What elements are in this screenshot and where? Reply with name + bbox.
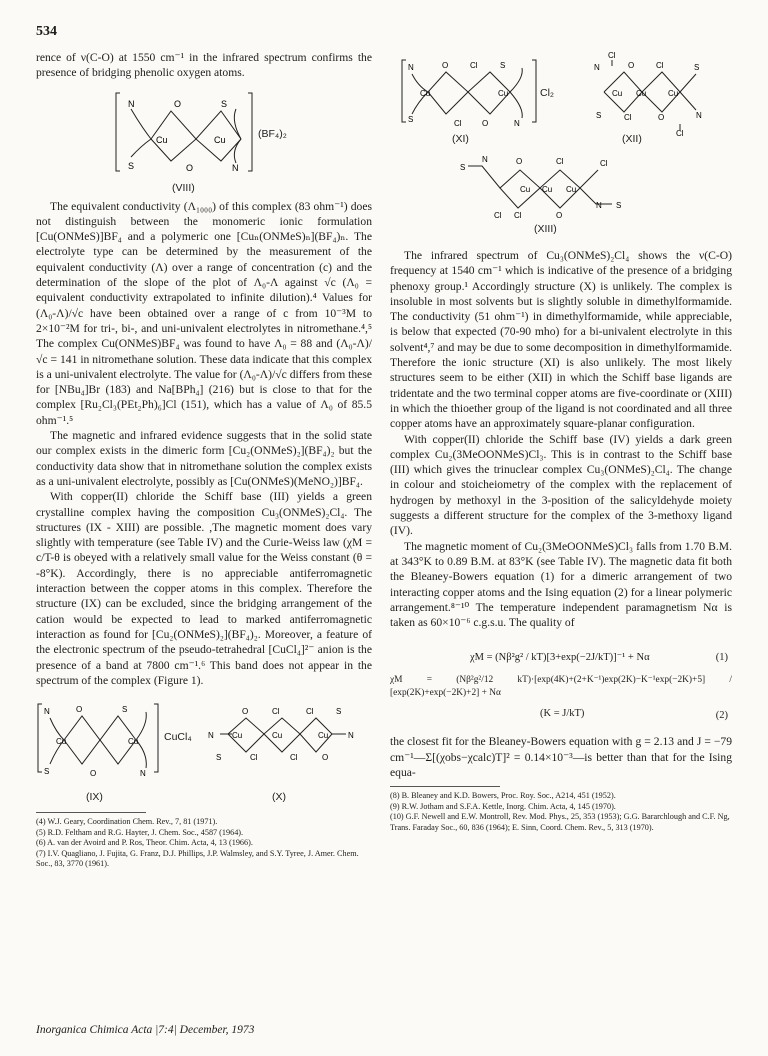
atom-cu: Cu (156, 134, 168, 145)
svg-text:O: O (628, 61, 635, 70)
left-paragraph-1: The equivalent conductivity (Λ₁₀₀₀) of this complex (83 ohm⁻¹) does not distinguish between the monomeric ionic formulation [Cu(ONMeS)]BF₄ and a polymeric one [Cuₙ(ONMeS)ₙ](BF₄)ₙ. The electrolyte type can be determined by the measurement of the equivalent conductivity (Λ) over a range of concentration (c) and the determination of the slope of the plot of Λ₀-Λ against √c (Λ₀ = equivalent conductivity extrapolated to infinite dilution).⁴ Values for (Λ₀-Λ)/√c have been obtained over a range of c from 10⁻³M to 2×10⁻²M for tri-, bi-, and uni-univalent electrolytes in nitromethane.⁴,⁵ The complex Cu(ONMeS)BF₄ was found to have Λ₀ = 88 and (Λ₀-Λ)/√c = 141 in nitromethane solution. These data indicate that this complex is a uni-univalent electrolyte. The value for (Λ₀-Λ)/√c differs from these for [NBu₄]Br (183) and Na[BPh₄] (216) but is close to that for the complex [Ru₂Cl₃(PEt₂Ph)₆]Cl (151), which has a value of Λ₀ of 85.5 ohm⁻¹.⁵ (36, 199, 372, 427)
left-paragraph-0: rence of ν(C-O) at 1550 cm⁻¹ in the infrared spectrum confirms the presence of bridging phenolic oxygen atoms. (36, 51, 372, 80)
structure-viii-drawing (36, 81, 372, 199)
svg-text:O: O (516, 157, 523, 166)
structures-ix-x (36, 694, 372, 806)
svg-text:Cl: Cl (600, 159, 608, 168)
page-number: 534 (36, 24, 57, 39)
svg-text:O: O (482, 119, 489, 128)
structure-xiii (390, 148, 732, 238)
svg-text:S: S (216, 753, 222, 763)
svg-text:Cu: Cu (668, 89, 679, 98)
footnote-rule (390, 786, 500, 787)
equation-2-body: χM = (Nβ²g²/12 kT)·[exp(4K)+(2+K⁻¹)exp(2K)−K⁻¹exp(−2K)+5] / [exp(2K)+exp(−2K)+2] + Nα (390, 675, 732, 699)
equation-2 (390, 670, 732, 730)
svg-text:Cu: Cu (272, 731, 283, 741)
reference: (4) W.J. Geary, Coordination Chem. Rev., 7, 81 (1971). (36, 817, 218, 827)
svg-text:O: O (90, 769, 97, 779)
svg-text:Cu: Cu (420, 89, 431, 98)
svg-text:N: N (596, 201, 602, 210)
fig9-counterion: CuCl₄ (164, 731, 192, 744)
right-paragraph-4: the closest fit for the Bleaney-Bowers equation with g = 2.13 and J = −79 cm⁻¹—Σ[(χobs−χcalc)T]² = 0.14×10⁻³—is better than that for the Ising equa- (390, 735, 732, 780)
left-paragraph-2: The magnetic and infrared evidence suggests that in the solid state our complex exists in the dimeric form [Cu₂(ONMeS)₂](BF₄)₂ but the conductivity data show that in nitromethane solution the complex exists as a uni-univalent electrolyte, possibly as [Cu(ONMeS)(MeNO₂)]BF₄. (36, 429, 372, 488)
svg-text:S: S (694, 63, 700, 72)
svg-text:Cl: Cl (272, 707, 280, 717)
svg-text:Cu: Cu (232, 731, 243, 741)
right-paragraph-1: The infrared spectrum of Cu₃(ONMeS)₂Cl₄ shows the ν(C-O) frequency at 1540 cm⁻¹ which is indicative of the presence of a bridging phenoxy group.¹ Accordingly structure (X) is unlikely. The complex is insoluble in most solvents but is slightly soluble in dimethylformamide. The conductivity (51 ohm⁻¹) in dimethylformamide, while appreciable, is below that expected (70-90 mho) for a bi-univalent electrolyte in this solvent⁴,⁷ and may be due to some decomposition in dimethylformamide. Therefore the ionic structure (XI) is also unlikely. The most likely structures seem to be either (XII) in which the Schiff base ligands are tridentate and the two terminal copper atoms are five-coordinate or (XIII) in which the thioether group of the ligand is not coordinated and all three copper atoms have an approximately square-planar configuration. (390, 249, 732, 431)
reference: (9) R.W. Jotham and S.F.A. Kettle, Inorg. Chim. Acta, 4, 145 (1970). (390, 801, 616, 811)
svg-text:S: S (616, 201, 622, 210)
equation-1-number: (1) (715, 652, 728, 664)
right-column (390, 48, 732, 833)
left-references (36, 817, 372, 870)
fig11-counterion: Cl₂ (540, 87, 554, 99)
svg-text:O: O (242, 707, 249, 717)
reference: (8) B. Bleaney and K.D. Bowers, Proc. Roy. Soc., A214, 451 (1952). (390, 791, 616, 801)
svg-text:Cu: Cu (520, 185, 531, 194)
svg-text:N: N (408, 63, 414, 72)
svg-text:Cu: Cu (318, 731, 329, 741)
svg-text:S: S (500, 61, 506, 70)
svg-text:O: O (442, 61, 449, 70)
structures-xi-xii (390, 48, 732, 148)
svg-text:Cu: Cu (542, 185, 553, 194)
svg-text:Cl: Cl (514, 211, 522, 220)
atom-n: N (128, 98, 135, 109)
fig10-label: (X) (272, 791, 286, 804)
svg-text:Cl: Cl (556, 157, 564, 166)
fig8-label: (VIII) (172, 181, 195, 194)
reference: (5) R.D. Feltham and R.G. Hayter, J. Chem. Soc., 4587 (1964). (36, 827, 244, 837)
svg-text:Cl: Cl (290, 753, 298, 763)
svg-text:S: S (596, 111, 602, 120)
right-references (390, 791, 732, 833)
svg-text:N: N (594, 63, 600, 72)
atom-o: O (174, 98, 182, 109)
svg-text:N: N (482, 155, 488, 164)
svg-text:Cu: Cu (636, 89, 647, 98)
atom-n: N (232, 162, 239, 173)
equation-2-number: (2) (715, 710, 728, 722)
svg-text:O: O (322, 753, 329, 763)
svg-text:N: N (514, 119, 520, 128)
reference: (10) G.F. Newell and E.W. Montroll, Rev. Mod. Phys., 25, 353 (1953); G.G. Bararchlough and C.F. Ng, Trans. Faraday Soc., 60, 836 (1964); E. Sinn, Coord. Chem. Rev., 5, 313 (1970). (390, 812, 730, 832)
svg-text:Cl: Cl (470, 61, 478, 70)
structure-viii (36, 81, 372, 199)
svg-text:S: S (460, 163, 466, 172)
right-paragraph-3: The magnetic moment of Cu₂(3MeOONMeS)Cl₃ falls from 1.70 B.M. at 343°K to 0.89 B.M. at 83°K (see Table IV). The magnetic data fit both the Bleaney-Bowers equation (1) for a dimeric arrangement of two interacting copper atoms and the Ising equation (2) for a linear polymeric arrangement.⁸⁻¹⁰ The temperature independent paramagnetism Nα is taken as 60×10⁻⁶ c.g.s.u. The quality of (390, 539, 732, 630)
fig11-label: (XI) (452, 133, 469, 145)
svg-text:Cl: Cl (656, 61, 664, 70)
svg-text:Cu: Cu (612, 89, 623, 98)
fig12-label: (XII) (622, 133, 642, 145)
structures-ix-x-drawing (36, 694, 372, 790)
atom-cu: Cu (214, 134, 226, 145)
svg-text:N: N (348, 731, 354, 741)
atom-s: S (221, 98, 228, 109)
svg-text:Cu: Cu (56, 737, 67, 747)
atom-o: O (186, 162, 194, 173)
equation-1-body: χM = (Nβ²g² / kT)[3+exp(−2J/kT)]⁻¹ + Nα (470, 652, 650, 664)
fig9-label: (IX) (86, 791, 103, 804)
left-paragraph-3: With copper(II) chloride the Schiff base (III) yields a green crystalline complex having the composition Cu₃(ONMeS)₂Cl₄. The structures (IX - XIII) are possible. ,The magnetic moment does vary slightly with temperature (see Table IV) and the Curie-Weiss law (χM = c/T-θ is obeyed with a relatively small value for the Weiss constant (θ = -8°K). Accordingly, there is no appreciable antiferromagnetic interaction between the copper atoms in this complex. Therefore the structure (IX) can be excluded, since the bridging arrangement of the cation would be expected to lead to marked antiferromagnetic interaction as found for [Cu₂(ONMeS)₂](BF₄)₂. Moreover, a feature of the electronic spectrum of the pseudo-tetrahedral [CuCl₄]²⁻ anion is the presence of a band at 7800 cm⁻¹.⁶ This band does not appear in the spectrum of the complex (Figure 1). (36, 490, 372, 687)
svg-text:S: S (336, 707, 342, 717)
svg-text:O: O (556, 211, 563, 220)
svg-text:S: S (408, 115, 414, 124)
svg-text:Cl: Cl (250, 753, 258, 763)
equation-2-k: (K = J/kT) (540, 708, 585, 720)
svg-text:Cu: Cu (498, 89, 509, 98)
structures-xi-xii-drawing (390, 48, 732, 136)
svg-text:Cu: Cu (566, 185, 577, 194)
equation-1 (390, 644, 732, 670)
right-paragraph-2: With copper(II) chloride the Schiff base (IV) yields a dark green complex Cu₂(3MeOONMeS)Cl₃. This is in contrast to the Schiff base (III) which gives the trinuclear complex Cu₃(ONMeS)₂Cl₄. The change in colour and stoicheiometry of the complex with the replacement of hydrogen by methoxyl in the 3-position of the salicyldehyde moiety suggests a different structure for the complex of the 3-methoxy ligand (IV). (390, 432, 732, 538)
structure-xiii-drawing (390, 148, 732, 222)
svg-text:N: N (696, 111, 702, 120)
svg-text:Cl: Cl (494, 211, 502, 220)
reference: (6) A. van der Avoird and P. Ros, Theor. Chim. Acta, 4, 13 (1966). (36, 838, 253, 848)
svg-text:O: O (76, 705, 83, 715)
fig13-label: (XIII) (534, 223, 557, 235)
svg-text:Cl: Cl (306, 707, 314, 717)
svg-text:Cu: Cu (128, 737, 139, 747)
svg-text:O: O (658, 113, 665, 122)
atom-s: S (128, 160, 135, 171)
svg-text:Cl: Cl (608, 51, 616, 60)
svg-text:N: N (140, 769, 146, 779)
svg-text:Cl: Cl (624, 113, 632, 122)
left-column (36, 50, 372, 870)
svg-text:S: S (44, 767, 50, 777)
svg-text:S: S (122, 705, 128, 715)
fig8-counterion: (BF₄)₂ (258, 127, 287, 140)
svg-text:N: N (208, 731, 214, 741)
svg-text:N: N (44, 707, 50, 717)
svg-text:Cl: Cl (676, 129, 684, 136)
svg-text:Cl: Cl (454, 119, 462, 128)
footnote-rule (36, 812, 146, 813)
journal-footer: Inorganica Chimica Acta |7:4| December, 1973 (36, 1024, 255, 1036)
reference: (7) I.V. Quagliano, J. Fujita, G. Franz, D.J. Phillips, J.P. Walmsley, and S.Y. Tyree, J. Amer. Chem. Soc., 83, 3770 (1961). (36, 848, 359, 869)
